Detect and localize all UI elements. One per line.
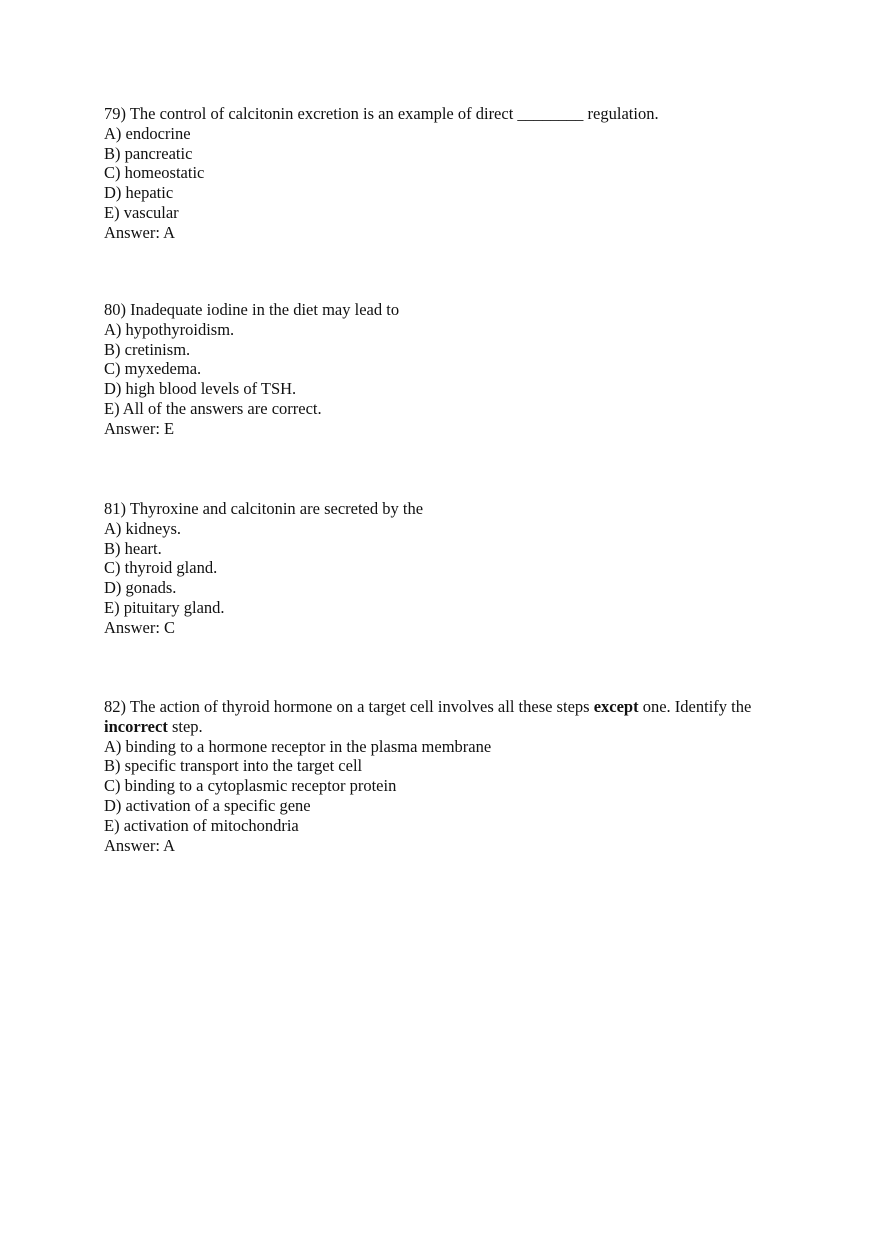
option-d: D) high blood levels of TSH. xyxy=(104,379,297,399)
option-a: A) kidneys. xyxy=(104,518,181,538)
option-d: D) hepatic xyxy=(104,183,174,203)
option-a: A) hypothyroidism. xyxy=(104,319,235,339)
option-e: E) vascular xyxy=(104,202,179,222)
question-stem: 81) Thyroxine and calcitonin are secreted by the xyxy=(104,499,424,518)
question-stem: 79) The control of calcitonin excretion is an example of direct ________ regulation. xyxy=(104,104,659,123)
option-d: D) activation of a specific gene xyxy=(104,795,311,815)
answer-line: Answer: A xyxy=(104,222,176,242)
question-stem xyxy=(104,697,784,737)
option-b: B) pancreatic xyxy=(104,143,193,163)
stem-text: step. xyxy=(167,716,203,736)
answer-line: Answer: C xyxy=(104,617,176,637)
option-b: B) cretinism. xyxy=(104,339,191,359)
question-stem: 80) Inadequate iodine in the diet may lead to xyxy=(104,300,400,319)
stem-text: 82) The action of thyroid hormone on a target cell involves all these steps xyxy=(104,697,594,716)
option-d: D) gonads. xyxy=(104,578,177,598)
option-e: E) All of the answers are correct. xyxy=(104,398,322,418)
option-e: E) pituitary gland. xyxy=(104,597,225,617)
option-a: A) endocrine xyxy=(104,123,191,143)
answer-line: Answer: E xyxy=(104,418,175,438)
option-b: B) specific transport into the target cell xyxy=(104,756,363,776)
question-79 xyxy=(104,104,784,243)
option-c: C) thyroid gland. xyxy=(104,558,218,578)
option-e: E) activation of mitochondria xyxy=(104,815,299,835)
stem-text: one. Identify the xyxy=(638,697,752,716)
option-c: C) binding to a cytoplasmic receptor protein xyxy=(104,776,397,796)
option-a: A) binding to a hormone receptor in the plasma membrane xyxy=(104,736,492,756)
question-82 xyxy=(104,697,784,855)
question-80 xyxy=(104,300,784,439)
answer-line: Answer: A xyxy=(104,835,176,855)
question-81 xyxy=(104,499,784,638)
option-c: C) myxedema. xyxy=(104,359,202,379)
emphasis-except: except xyxy=(593,697,639,716)
option-b: B) heart. xyxy=(104,538,162,558)
emphasis-incorrect: incorrect xyxy=(104,716,168,736)
option-c: C) homeostatic xyxy=(104,163,205,183)
